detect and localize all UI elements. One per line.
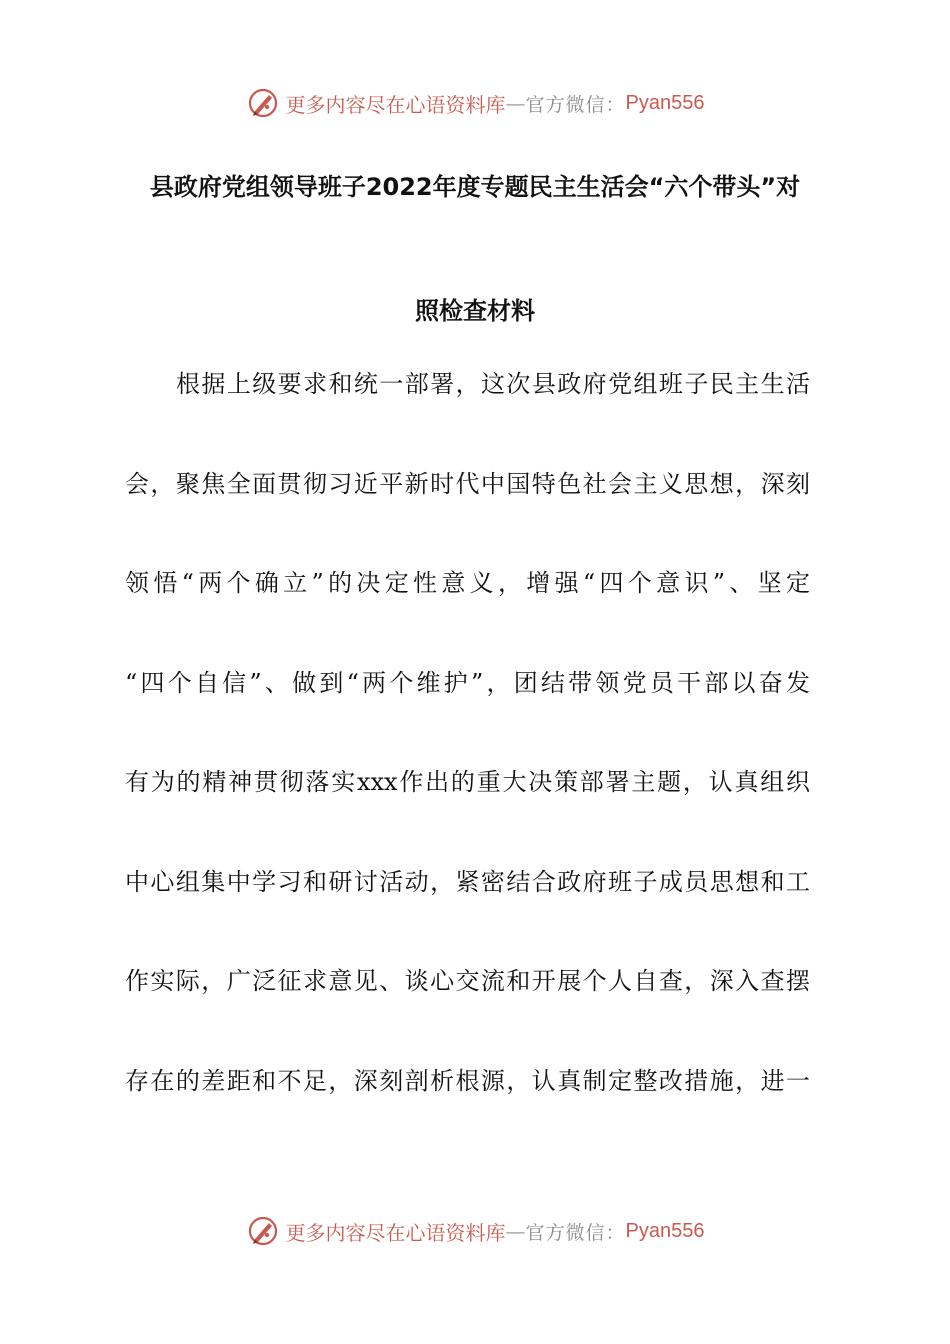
watermark-wechat-label: 官方微信： <box>525 93 626 116</box>
pen-seal-icon <box>246 86 280 120</box>
header-watermark <box>0 83 950 123</box>
footer-watermark <box>0 1211 950 1251</box>
watermark-wechat-id: Pyan556 <box>625 91 705 114</box>
watermark-wechat-id: Pyan556 <box>625 1219 705 1242</box>
body-line-5: 有为的精神贯彻落实xxx作出的重大决策部署主题，认真组织 <box>125 768 810 796</box>
document-title-line-2: 照检查材料 <box>415 297 535 325</box>
body-line-4: “四个自信”、做到“两个维护”，团结带领党员干部以奋发 <box>125 669 810 697</box>
body-line-7: 作实际，广泛征求意见、谈心交流和开展个人自查，深入查摆 <box>125 967 810 995</box>
watermark-wechat-label: 官方微信： <box>525 1221 626 1244</box>
body-line-6: 中心组集中学习和研讨活动，紧密结合政府班子成员思想和工 <box>125 868 810 896</box>
watermark-brand: 更多内容尽在心语资料库 <box>285 92 506 117</box>
watermark-brand: 更多内容尽在心语资料库 <box>285 1220 506 1245</box>
body-line-8: 存在的差距和不足，深刻剖析根源，认真制定整改措施，进一 <box>125 1067 810 1095</box>
document-title-line-1: 县政府党组领导班子2022年度专题民主生活会“六个带头”对 <box>149 173 801 201</box>
pen-seal-icon <box>246 1214 280 1248</box>
body-line-1: 根据上级要求和统一部署，这次县政府党组班子民主生活 <box>176 370 810 398</box>
watermark-separator: — <box>505 91 526 115</box>
body-line-3: 领悟“两个确立”的决定性意义，增强“四个意识”、坚定 <box>125 569 810 597</box>
watermark-separator: — <box>505 1219 526 1243</box>
body-line-2: 会，聚焦全面贯彻习近平新时代中国特色社会主义思想，深刻 <box>125 470 810 498</box>
